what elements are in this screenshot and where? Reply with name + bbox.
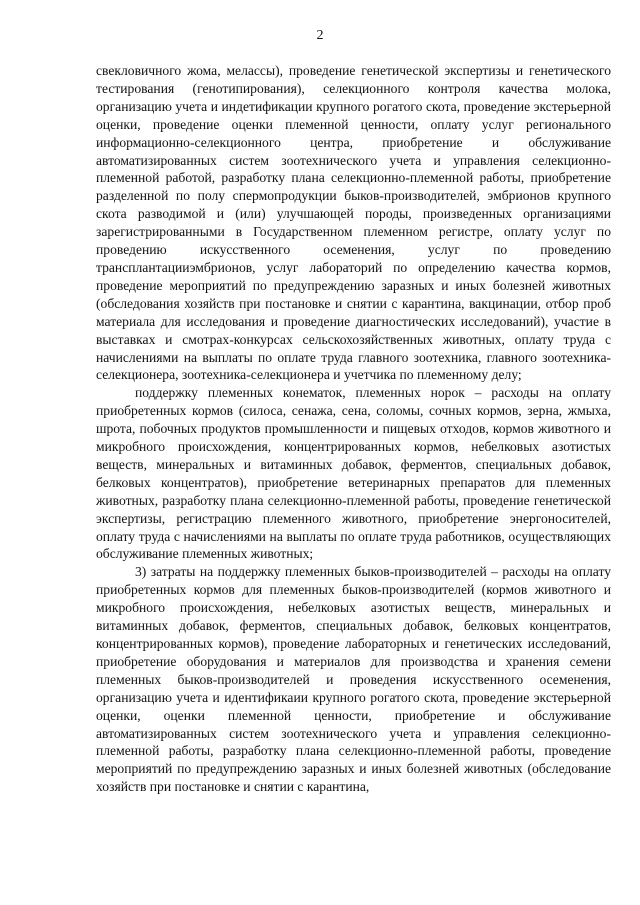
document-body [96, 62, 611, 796]
paragraph-item-3-breeding-bulls: 3) затраты на поддержку племенных быков-производителей – расходы на оплату приобретенных кормов для племенных быков-производителей (кормов животного и микробного происхождения, небелковых азотистых веществ, минеральных и витаминных добавок, ферментов, специальных добавок, белковых концентратов, концентрированных кормов), проведение лабораторных и генетических исследований, приобретение оборудования и материалов для производства и хранения семени племенных быков-производителей и проведения искусственного осеменения, организацию учета и идентификаии крупного рогатого скота, проведение экстерьерной оценки, оценки племенной ценности, приобретение и обслуживание автоматизированных систем зоотехнического учета и управления селекционно-племенной работы, разработку плана селекционно-племенной работы, проведение мероприятий по предупреждению заразных и иных болезней животных (обследование хозяйств при постановке и снятии с карантина, [96, 564, 611, 795]
page-number: 2 [316, 28, 324, 43]
paragraph-breeding-mares-minks: поддержку племенных конематок, племенных норок – расходы на оплату приобретенных кормов (силоса, сенажа, сена, соломы, сочных кормов, зерна, жмыха, шрота, побочных продуктов промышленности и пищевых отходов, кормов животного и микробного происхождения, концентрированных кормов, небелковых азотистых веществ, минеральных и витаминных добавок, ферментов, специальных добавок, белковых концентратов), приобретение ветеринарных препаратов для племенных животных, разработку плана селекционно-племенной работы, проведение генетической экспертизы, регистрацию племенного животного, приобретение энергоносителей, оплату труда с начислениями на выплаты по оплате труда работников, осуществляющих обслуживание племенных животных; [96, 385, 611, 562]
paragraph-continuation: свекловичного жома, мелассы), проведение генетической экспертизы и генетического тестирования (генотипирования), селекционного контроля качества молока, организацию учета и индетификации крупного рогатого скота, проведение экстерьерной оценки, проведение оценки племенной ценности, оплату услуг регионального информационно-селекционного центра, приобретение и обслуживание автоматизированных систем зоотехнического учета и управления селекционно-племенной работой, разработку плана селекционно-племенной работы, приобретение разделенной по полу спермопродукции быков-производителей, эмбрионов крупного скота разводимой и (или) улучшающей породы, произведенных организациями зарегистрированными в Государственном племенном регистре, оплату услуг по проведению искусственного осеменения, услуг по проведению трансплантацииэмбрионов, услуг лабораторий по определению качества кормов, проведение мероприятий по предупреждению заразных и иных болезней животных (обследования хозяйств при постановке и снятии с карантина, вакцинации, отбор проб материала для исследования и проведение диагностических исследований), участие в выставках и смотрах-конкурсах сельскохозяйственных животных, оплату труда с начислениями на выплаты по оплате труда главного зоотехника, главного зоотехника-селекционера, зоотехника-селекционера и учетчика по племенному делу; [96, 63, 611, 383]
